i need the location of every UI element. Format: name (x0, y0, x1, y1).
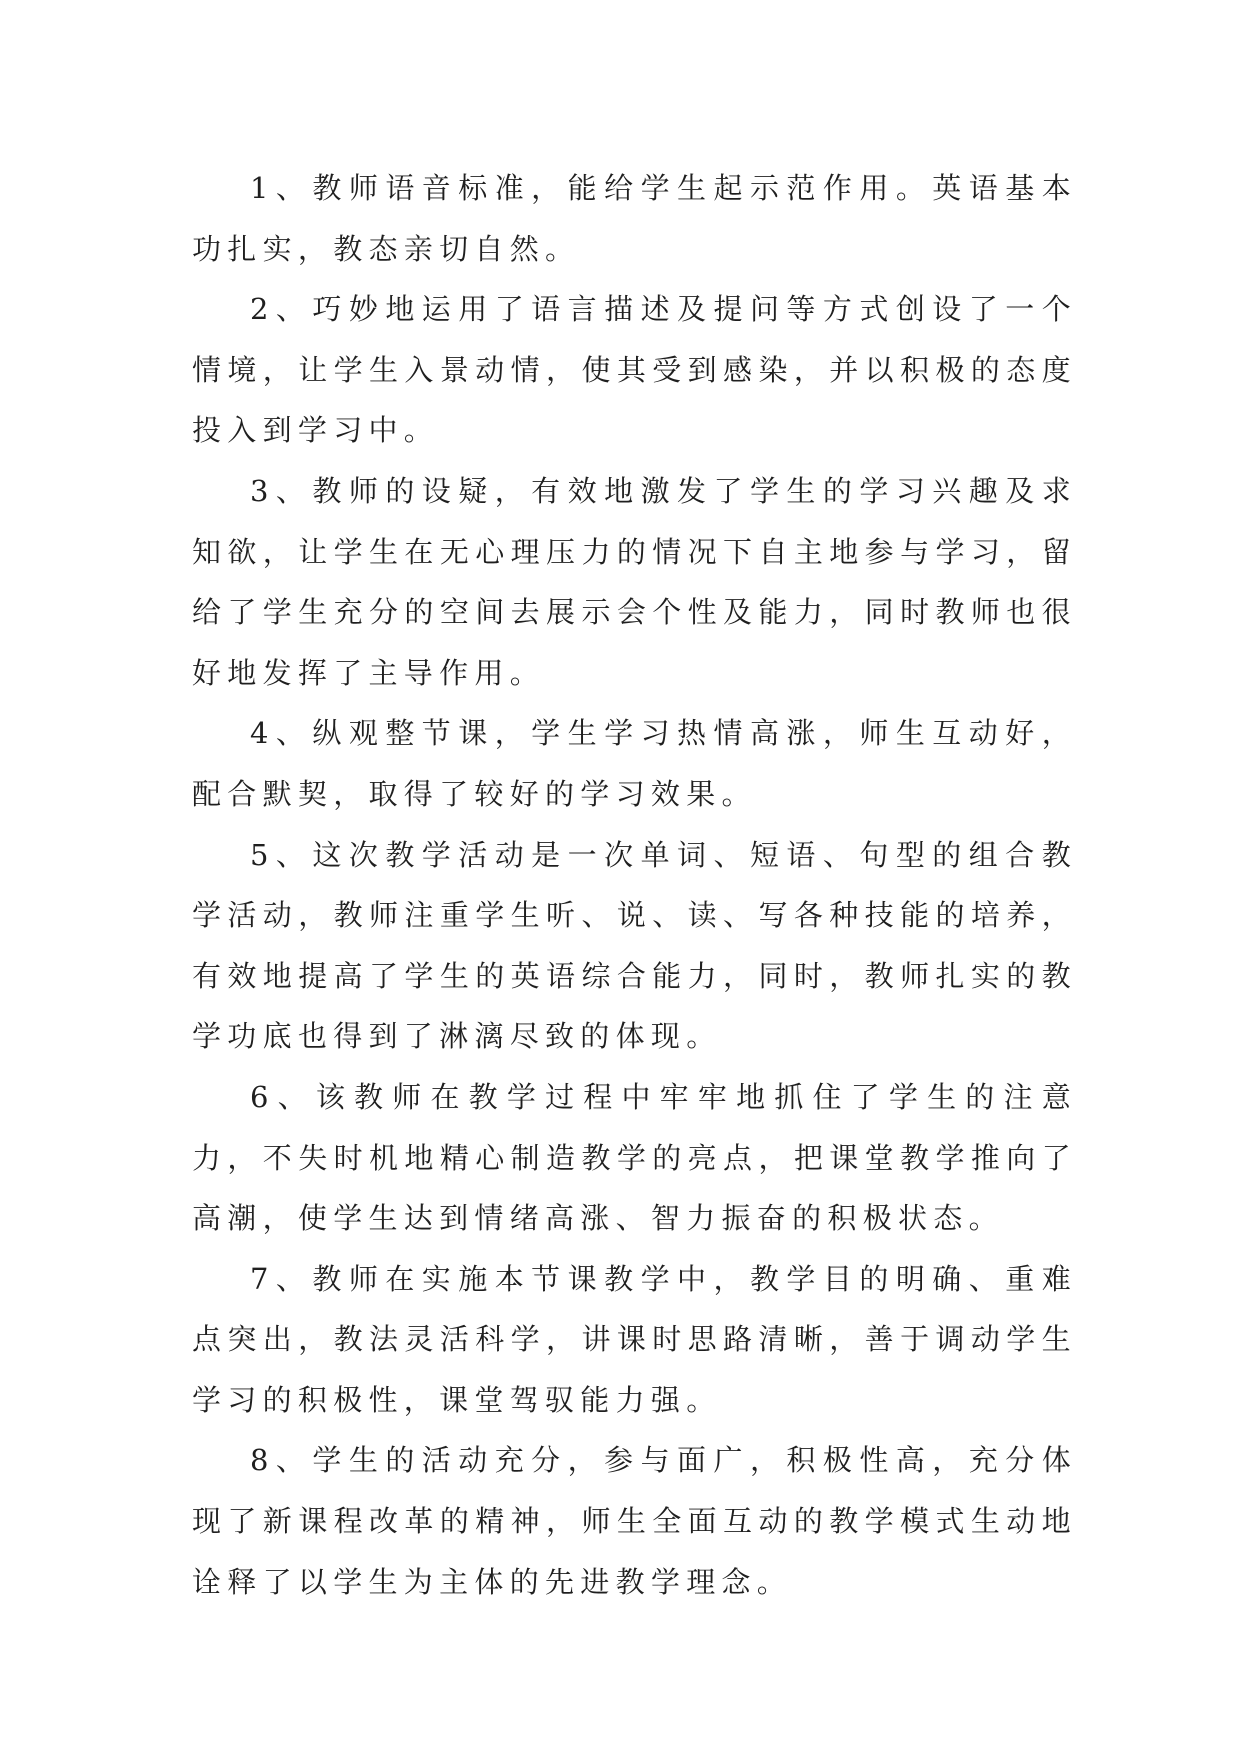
paragraph-7: 7、教师在实施本节课教学中，教学目的明确、重难点突出，教法灵活科学，讲课时思路清晰，善于调动学生学习的积极性，课堂驾驭能力强。 (192, 1261, 1077, 1417)
paragraph-5: 5、这次教学活动是一次单词、短语、句型的组合教学活动，教师注重学生听、说、读、写各种技能的培养，有效地提高了学生的英语综合能力，同时，教师扎实的教学功底也得到了淋漓尽致的体现。 (192, 837, 1077, 1054)
document-body (192, 158, 1077, 1612)
paragraph-4: 4、纵观整节课，学生学习热情高涨，师生互动好，配合默契，取得了较好的学习效果。 (192, 716, 1077, 811)
paragraph-3: 3、教师的设疑，有效地激发了学生的学习兴趣及求知欲，让学生在无心理压力的情况下自主地参与学习，留给了学生充分的空间去展示会个性及能力，同时教师也很好地发挥了主导作用。 (192, 473, 1077, 690)
paragraph-8: 8、学生的活动充分，参与面广，积极性高，充分体现了新课程改革的精神，师生全面互动的教学模式生动地诠释了以学生为主体的先进教学理念。 (192, 1443, 1077, 1599)
paragraph-1: 1、教师语音标准，能给学生起示范作用。英语基本功扎实，教态亲切自然。 (192, 171, 1077, 266)
paragraph-2: 2、巧妙地运用了语言描述及提问等方式创设了一个情境，让学生入景动情，使其受到感染，并以积极的态度投入到学习中。 (192, 292, 1077, 448)
paragraph-6: 6、该教师在教学过程中牢牢地抓住了学生的注意力，不失时机地精心制造教学的亮点，把课堂教学推向了高潮，使学生达到情绪高涨、智力振奋的积极状态。 (192, 1079, 1077, 1236)
